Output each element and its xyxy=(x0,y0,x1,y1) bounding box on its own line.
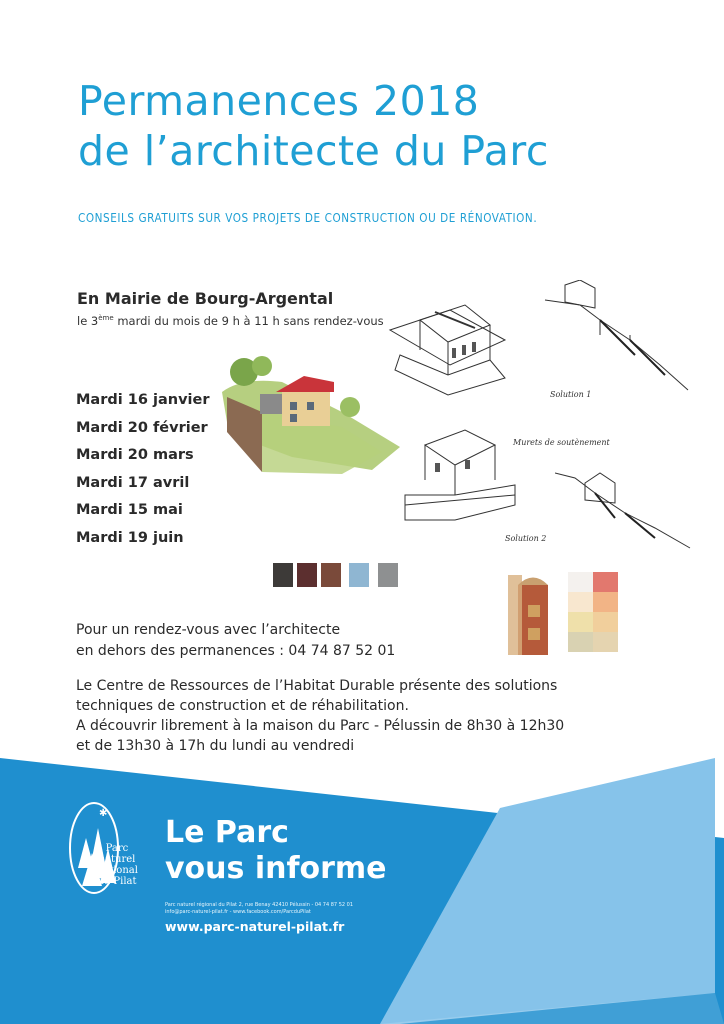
logo-line-4: du Pilat xyxy=(97,876,137,887)
sketch-solution-1 xyxy=(380,290,520,400)
house-illustration xyxy=(222,352,402,477)
date-item: Mardi 20 février xyxy=(76,419,208,436)
centre-line-3: A découvrir librement à la maison du Parc - Pélussin de 8h30 à 12h30 xyxy=(76,718,565,734)
color-swatch xyxy=(321,563,341,587)
svg-text:✱: ✱ xyxy=(99,808,108,819)
address-line-2: info@parc-naturel-pilat.fr - www.facebook.com/ParcduPilat xyxy=(165,909,311,915)
contact-info xyxy=(76,620,395,662)
contact-line-1: Pour un rendez-vous avec l’architecte xyxy=(76,622,341,638)
schedule-rest: mardi du mois de 9 h à 11 h sans rendez-vous xyxy=(113,314,384,328)
schedule-prefix: le 3 xyxy=(77,314,99,328)
schedule-sup: ème xyxy=(98,314,114,323)
contact-line-2: en dehors des permanences : 04 74 87 52 01 xyxy=(76,643,396,659)
title-line-1: Permanences 2018 xyxy=(78,77,480,125)
centre-info xyxy=(76,676,616,756)
banner-title-line-1: Le Parc xyxy=(165,815,289,850)
date-item: Mardi 20 mars xyxy=(76,447,194,463)
banner-title-line-2: vous informe xyxy=(165,851,387,886)
label-murets: Murets de soutènement xyxy=(513,438,610,447)
logo-line-3: régional xyxy=(96,865,138,876)
color-palette xyxy=(568,572,618,652)
logo-line-1: Parc xyxy=(105,843,129,854)
subtitle: CONSEILS GRATUITS SUR VOS PROJETS DE CONSTRUCTION OU DE RÉNOVATION. xyxy=(78,210,538,225)
centre-line-4: et de 13h30 à 17h du lundi au vendredi xyxy=(76,738,355,754)
color-swatch xyxy=(297,563,317,587)
date-item: Mardi 17 avril xyxy=(76,474,190,491)
dates-list xyxy=(76,387,209,552)
banner-title xyxy=(165,815,387,887)
section-sketch-2 xyxy=(555,468,695,553)
sketch-solution-2 xyxy=(395,425,525,540)
date-item: Mardi 16 janvier xyxy=(76,392,210,408)
color-swatch xyxy=(273,563,293,587)
title-line-2: de l’architecte du Parc xyxy=(78,127,549,175)
section-sketch-1 xyxy=(540,280,690,395)
label-solution-1: Solution 1 xyxy=(550,390,592,399)
centre-line-1: Le Centre de Ressources de l’Habitat Durable présente des solutions xyxy=(76,678,558,694)
logo-line-2: naturel xyxy=(98,854,136,865)
schedule-text xyxy=(77,314,384,328)
centre-line-2: techniques de construction et de réhabilitation. xyxy=(76,698,409,714)
location-heading: En Mairie de Bourg-Argental xyxy=(77,289,334,308)
date-item: Mardi 19 juin xyxy=(76,529,184,546)
wall-illustration xyxy=(500,570,555,660)
color-swatch xyxy=(349,563,369,587)
logo-text xyxy=(96,843,138,887)
label-solution-2: Solution 2 xyxy=(505,534,547,543)
website-link[interactable]: www.parc-naturel-pilat.fr xyxy=(165,919,345,934)
address-line-1: Parc naturel régional du Pilat 2, rue Benay 42410 Pélussin - 04 74 87 52 01 xyxy=(165,902,354,908)
address xyxy=(165,902,405,916)
date-item: Mardi 15 mai xyxy=(76,502,183,518)
color-swatch xyxy=(378,563,398,587)
page-title xyxy=(78,76,698,176)
